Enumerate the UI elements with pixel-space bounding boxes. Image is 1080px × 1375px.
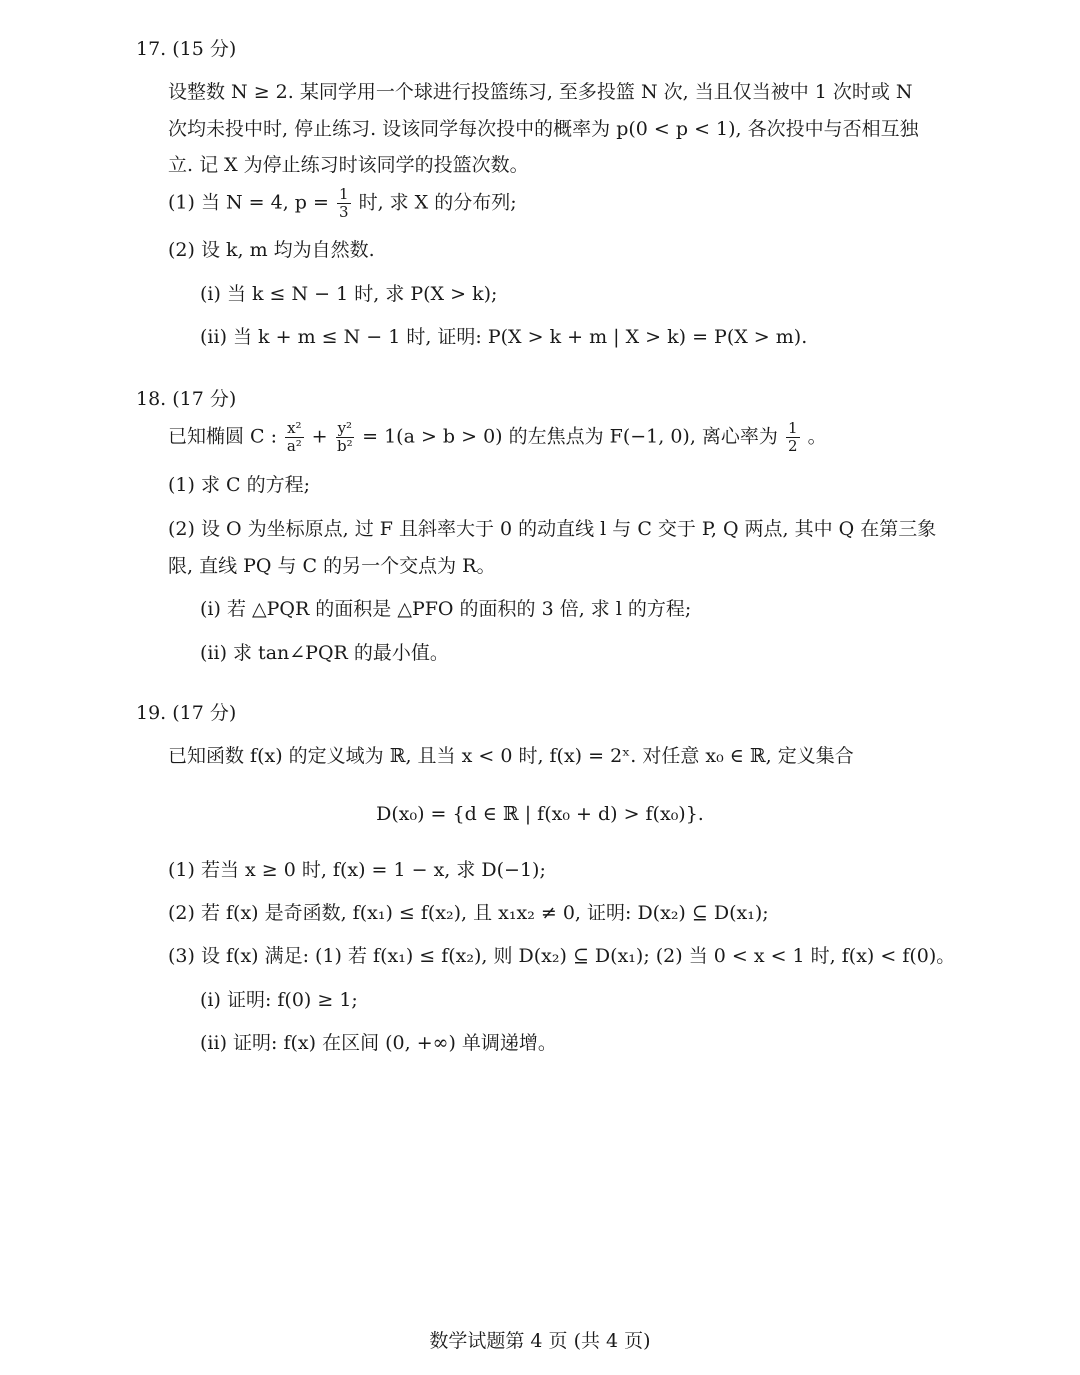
q18-part2-i: (i) 若 △PQR 的面积是 △PFO 的面积的 3 倍, 求 l 的方程; (200, 598, 692, 620)
q17-stem-line2: 次均未投中时, 停止练习. 设该同学每次投中的概率为 p(0 < p < 1), 各次投中与否相互独 (168, 118, 919, 140)
page-footer: 数学试题第 4 页 (共 4 页) (429, 1330, 651, 1352)
q17-part1-text-before: (1) 当 N = 4, p = (168, 191, 329, 214)
q17-stem-line1: 设整数 N ≥ 2. 某同学用一个球进行投篮练习, 至多投篮 N 次, 当且仅当被中 1 次时或 N (168, 81, 913, 103)
q17-stem-line3: 立. 记 X 为停止练习时该同学的投篮次数。 (168, 154, 529, 176)
q18-part1: (1) 求 C 的方程; (168, 474, 310, 496)
q18-y-denominator: b² (337, 437, 353, 455)
q19-part2: (2) 若 f(x) 是奇函数, f(x₁) ≤ f(x₂), 且 x₁x₂ ≠ 0, 证明: D(x₂) ⊆ D(x₁); (168, 902, 769, 924)
q18-header: 18. (17 分) (136, 388, 237, 410)
q19-part3-ii: (ii) 证明: f(x) 在区间 (0, +∞) 单调递增。 (200, 1032, 557, 1054)
q17-part2-i: (i) 当 k ≤ N − 1 时, 求 P(X > k); (200, 283, 498, 305)
q18-plus-sign: + (311, 425, 328, 448)
q18-x-numerator: x² (287, 419, 302, 437)
q17-part2-ii: (ii) 当 k + m ≤ N − 1 时, 证明: P(X > k + m | X > k) = P(X > m). (200, 326, 808, 348)
q18-stem (168, 420, 827, 455)
q18-y-numerator: y² (337, 419, 353, 437)
q19-stem: 已知函数 f(x) 的定义域为 ℝ, 且当 x < 0 时, f(x) = 2ˣ. 对任意 x₀ ∈ ℝ, 定义集合 (168, 745, 854, 767)
q18-stem-text-mid: = 1(a > b > 0) 的左焦点为 F(−1, 0), 离心率为 (362, 425, 778, 448)
q18-stem-text-before: 已知椭圆 C : (168, 425, 278, 448)
q19-part3: (3) 设 f(x) 满足: (1) 若 f(x₁) ≤ f(x₂), 则 D(x₂) ⊆ D(x₁); (2) 当 0 < x < 1 时, f(x) < f(0)。 (168, 945, 956, 967)
q18-part2-ii: (ii) 求 tan∠PQR 的最小值。 (200, 642, 449, 664)
q17-part2: (2) 设 k, m 均为自然数. (168, 239, 375, 261)
q17-part1-text-after: 时, 求 X 的分布列; (358, 191, 517, 214)
q18-x-fraction (285, 420, 303, 455)
q17-p-denominator: 3 (338, 203, 349, 221)
q18-stem-text-end: 。 (807, 425, 827, 448)
q18-part2-line2: 限, 直线 PQ 与 C 的另一个交点为 R。 (168, 555, 496, 577)
q18-e-denominator: 2 (787, 437, 798, 455)
q18-part2-line1: (2) 设 O 为坐标原点, 过 F 且斜率大于 0 的动直线 l 与 C 交于 P, Q 两点, 其中 Q 在第三象 (168, 518, 937, 540)
q18-e-numerator: 1 (787, 419, 798, 437)
q18-eccentricity-fraction (786, 420, 800, 455)
q19-header: 19. (17 分) (136, 702, 237, 724)
q19-part3-i: (i) 证明: f(0) ≥ 1; (200, 989, 358, 1011)
q19-part1: (1) 若当 x ≥ 0 时, f(x) = 1 − x, 求 D(−1); (168, 859, 546, 881)
q18-x-denominator: a² (286, 437, 302, 455)
q17-part1 (168, 186, 517, 221)
q17-p-fraction (337, 186, 351, 221)
q17-p-numerator: 1 (338, 185, 349, 203)
q19-set-definition: D(x₀) = {d ∈ ℝ | f(x₀ + d) > f(x₀)}. (376, 803, 704, 825)
q18-y-fraction (336, 420, 355, 455)
q17-header: 17. (15 分) (136, 38, 237, 60)
